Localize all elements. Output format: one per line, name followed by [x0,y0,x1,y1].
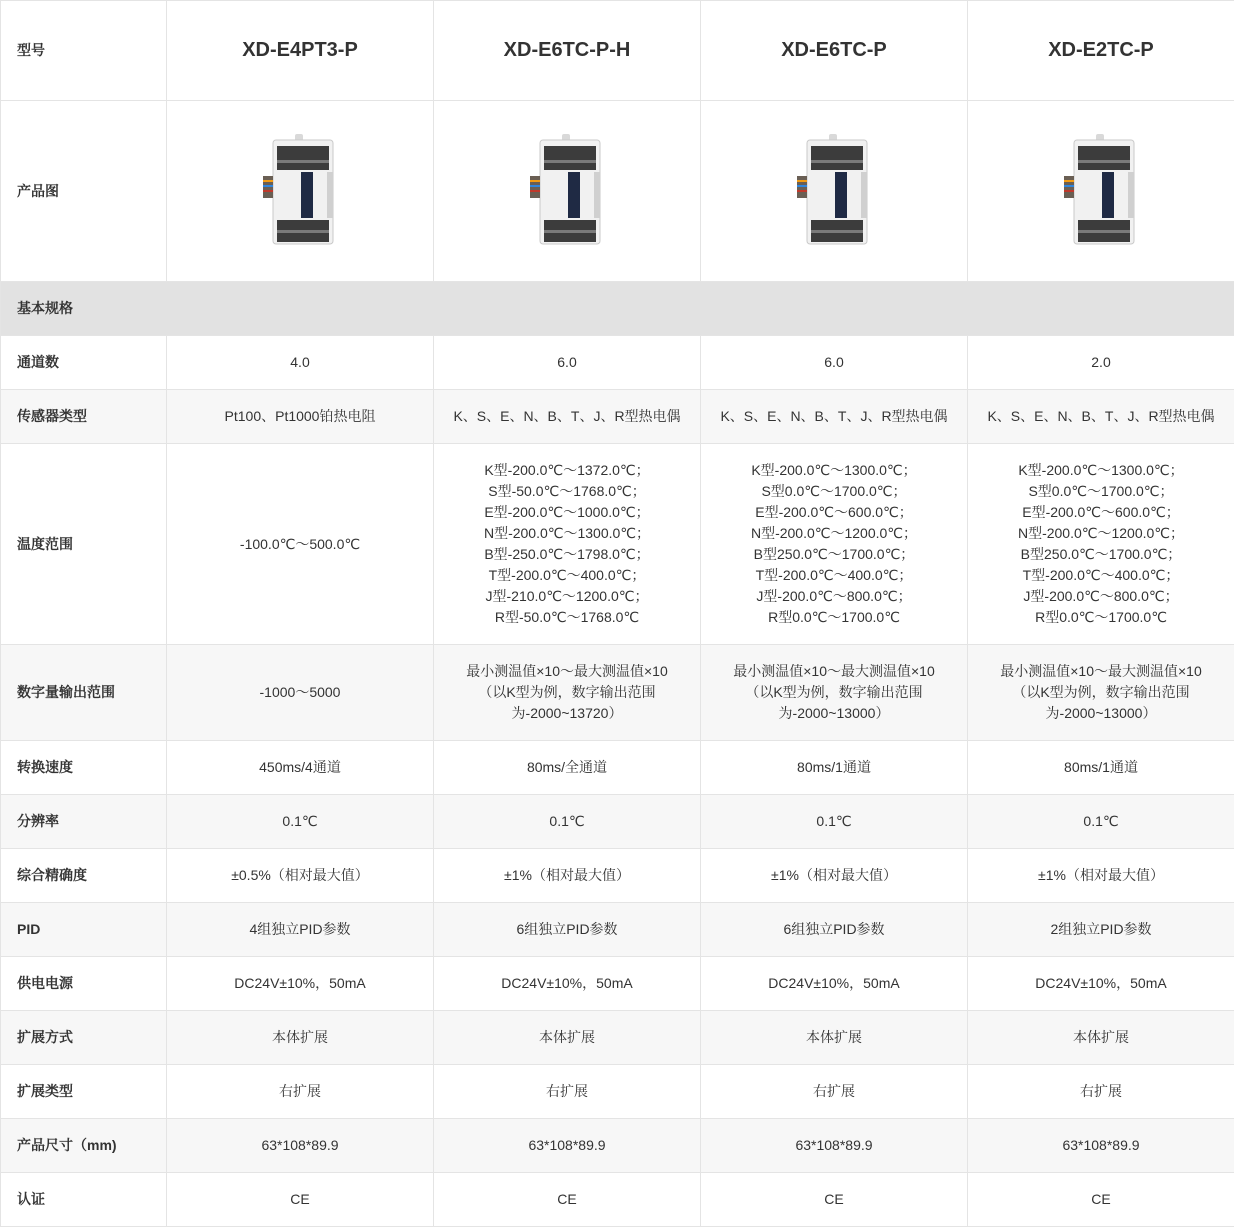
spec-value [434,1065,701,1119]
spec-value [434,444,701,645]
spec-value-line: CE [183,1189,417,1210]
product-module-image [528,132,606,250]
spec-value-line: K、S、E、N、B、T、J、R型热电偶 [450,406,684,427]
product-image-cell [167,101,434,282]
spec-value-line: J型-200.0℃～800.0℃； [717,586,951,607]
spec-value-line: R型0.0℃～1700.0℃ [984,607,1218,628]
spec-value-line: ±0.5%（相对最大值） [183,865,417,886]
spec-value-line: S型-50.0℃～1768.0℃； [450,481,684,502]
spec-value-line: 0.1℃ [183,811,417,832]
spec-value-line: 最小测温值×10～最大测温值×10 [450,661,684,682]
spec-row [1,390,1234,444]
spec-row [1,1173,1234,1227]
spec-value-line: -1000～5000 [183,682,417,703]
spec-value-line: CE [984,1189,1218,1210]
spec-value [434,957,701,1011]
spec-value [434,1119,701,1173]
spec-row [1,1119,1234,1173]
spec-value-line: 最小测温值×10～最大测温值×10 [717,661,951,682]
product-image-cell [968,101,1234,282]
spec-value [434,741,701,795]
spec-value-line: 为-2000~13000） [717,703,951,724]
spec-value-line: 4.0 [183,352,417,373]
spec-value-line: 最小测温值×10～最大测温值×10 [984,661,1218,682]
spec-value-line: E型-200.0℃～600.0℃； [717,502,951,523]
spec-value [701,390,968,444]
spec-value [434,1173,701,1227]
product-image-row [1,101,1234,282]
section-row [1,282,1234,336]
spec-row [1,444,1234,645]
spec-value-line: 右扩展 [984,1081,1218,1102]
spec-value [968,849,1234,903]
spec-value-line: 0.1℃ [984,811,1218,832]
spec-value-line: -100.0℃～500.0℃ [183,534,417,555]
spec-value-line: DC24V±10%，50mA [183,973,417,994]
spec-row [1,795,1234,849]
spec-value-line: R型-50.0℃～1768.0℃ [450,607,684,628]
spec-label: 产品尺寸（mm) [1,1119,167,1173]
spec-value-line: 右扩展 [450,1081,684,1102]
spec-value-line: E型-200.0℃～1000.0℃； [450,502,684,523]
spec-value [434,795,701,849]
spec-value-line: 63*108*89.9 [450,1135,684,1156]
spec-label: PID [1,903,167,957]
spec-label: 扩展类型 [1,1065,167,1119]
spec-value-line: （以K型为例，数字输出范围 [450,682,684,703]
model-name: XD-E6TC-P-H [434,1,701,101]
model-name: XD-E2TC-P [968,1,1234,101]
spec-value [701,336,968,390]
spec-value [434,645,701,741]
product-module-image [1062,132,1140,250]
spec-label: 数字量输出范围 [1,645,167,741]
spec-value-line: 为-2000~13000） [984,703,1218,724]
spec-value [968,1011,1234,1065]
spec-label: 综合精确度 [1,849,167,903]
spec-value-line: N型-200.0℃～1200.0℃； [984,523,1218,544]
product-module-image [795,132,873,250]
spec-value [701,795,968,849]
spec-value-line: 2.0 [984,352,1218,373]
spec-value [167,795,434,849]
spec-value-line: 为-2000~13720） [450,703,684,724]
spec-value-line: B型-250.0℃～1798.0℃； [450,544,684,565]
spec-value [968,390,1234,444]
spec-value [968,1173,1234,1227]
spec-value-line: K、S、E、N、B、T、J、R型热电偶 [717,406,951,427]
spec-label: 温度范围 [1,444,167,645]
spec-value-line: K型-200.0℃～1372.0℃； [450,460,684,481]
spec-value-line: K、S、E、N、B、T、J、R型热电偶 [984,406,1218,427]
spec-row [1,1065,1234,1119]
spec-value [968,1119,1234,1173]
spec-value-line: 63*108*89.9 [183,1135,417,1156]
spec-value-line: J型-210.0℃～1200.0℃； [450,586,684,607]
spec-value [167,849,434,903]
spec-value-line: CE [450,1189,684,1210]
spec-value-line: J型-200.0℃～800.0℃； [984,586,1218,607]
spec-value-line: N型-200.0℃～1300.0℃； [450,523,684,544]
spec-value [167,390,434,444]
spec-value-line: （以K型为例，数字输出范围 [984,682,1218,703]
spec-value [434,1011,701,1065]
spec-value [968,645,1234,741]
spec-value-line: 本体扩展 [984,1027,1218,1048]
spec-value-line: 2组独立PID参数 [984,919,1218,940]
spec-value-line: ±1%（相对最大值） [984,865,1218,886]
spec-value [968,957,1234,1011]
spec-value [968,741,1234,795]
spec-value-line: T型-200.0℃～400.0℃； [450,565,684,586]
spec-label: 认证 [1,1173,167,1227]
spec-row [1,903,1234,957]
spec-value-line: N型-200.0℃～1200.0℃； [717,523,951,544]
spec-value-line: DC24V±10%，50mA [984,973,1218,994]
spec-value [167,957,434,1011]
spec-value [167,444,434,645]
spec-label: 扩展方式 [1,1011,167,1065]
spec-value-line: 63*108*89.9 [717,1135,951,1156]
spec-value-line: 本体扩展 [183,1027,417,1048]
spec-label: 分辨率 [1,795,167,849]
product-image-cell [701,101,968,282]
spec-value [701,1119,968,1173]
spec-value-line: 80ms/1通道 [717,757,951,778]
spec-value [167,336,434,390]
spec-row [1,849,1234,903]
spec-value [434,903,701,957]
model-name: XD-E4PT3-P [167,1,434,101]
spec-value [701,444,968,645]
product-image-cell [434,101,701,282]
spec-row [1,957,1234,1011]
spec-value [167,1065,434,1119]
spec-value-line: ±1%（相对最大值） [450,865,684,886]
spec-value [167,1173,434,1227]
spec-value [434,336,701,390]
spec-value-line: S型0.0℃～1700.0℃； [984,481,1218,502]
spec-value-line: DC24V±10%，50mA [450,973,684,994]
spec-value [167,741,434,795]
spec-value [701,1065,968,1119]
spec-value-line: ±1%（相对最大值） [717,865,951,886]
spec-value-line: 4组独立PID参数 [183,919,417,940]
spec-value-line: 0.1℃ [717,811,951,832]
spec-row [1,1011,1234,1065]
spec-value-line: 本体扩展 [717,1027,951,1048]
spec-value-line: 63*108*89.9 [984,1135,1218,1156]
spec-value [167,1119,434,1173]
spec-value [701,1173,968,1227]
spec-label: 传感器类型 [1,390,167,444]
spec-value [701,1011,968,1065]
spec-value [167,645,434,741]
spec-value-line: T型-200.0℃～400.0℃； [984,565,1218,586]
spec-value [968,795,1234,849]
spec-value-line: S型0.0℃～1700.0℃； [717,481,951,502]
spec-value-line: B型250.0℃～1700.0℃； [717,544,951,565]
spec-value-line: 本体扩展 [450,1027,684,1048]
spec-value-line: K型-200.0℃～1300.0℃； [984,460,1218,481]
spec-value-line: 450ms/4通道 [183,757,417,778]
spec-value [167,903,434,957]
product-module-image [261,132,339,250]
spec-value [968,903,1234,957]
spec-value-line: 80ms/全通道 [450,757,684,778]
spec-value-line: B型250.0℃～1700.0℃； [984,544,1218,565]
spec-value [968,336,1234,390]
model-header-row [1,1,1234,101]
spec-value [968,1065,1234,1119]
spec-value [701,957,968,1011]
model-header-label: 型号 [1,1,167,101]
spec-value-line: CE [717,1189,951,1210]
spec-row [1,741,1234,795]
spec-value-line: R型0.0℃～1700.0℃ [717,607,951,628]
spec-value-line: T型-200.0℃～400.0℃； [717,565,951,586]
spec-value [434,849,701,903]
spec-value [968,444,1234,645]
section-title: 基本规格 [1,282,1234,336]
spec-value-line: 6组独立PID参数 [717,919,951,940]
spec-value-line: 6.0 [717,352,951,373]
spec-label: 供电电源 [1,957,167,1011]
spec-row [1,336,1234,390]
spec-row [1,645,1234,741]
spec-label: 转换速度 [1,741,167,795]
spec-value [701,903,968,957]
spec-value-line: 0.1℃ [450,811,684,832]
spec-value-line: （以K型为例，数字输出范围 [717,682,951,703]
spec-value [701,645,968,741]
spec-value-line: 右扩展 [183,1081,417,1102]
spec-value-line: DC24V±10%，50mA [717,973,951,994]
spec-value-line: 6组独立PID参数 [450,919,684,940]
spec-value-line: E型-200.0℃～600.0℃； [984,502,1218,523]
spec-label: 通道数 [1,336,167,390]
spec-value [701,849,968,903]
spec-value-line: K型-200.0℃～1300.0℃； [717,460,951,481]
spec-value [701,741,968,795]
product-image-label: 产品图 [1,101,167,282]
spec-value-line: Pt100、Pt1000铂热电阻 [183,406,417,427]
spec-value-line: 右扩展 [717,1081,951,1102]
spec-value-line: 6.0 [450,352,684,373]
spec-value [167,1011,434,1065]
model-name: XD-E6TC-P [701,1,968,101]
spec-value-line: 80ms/1通道 [984,757,1218,778]
spec-value [434,390,701,444]
